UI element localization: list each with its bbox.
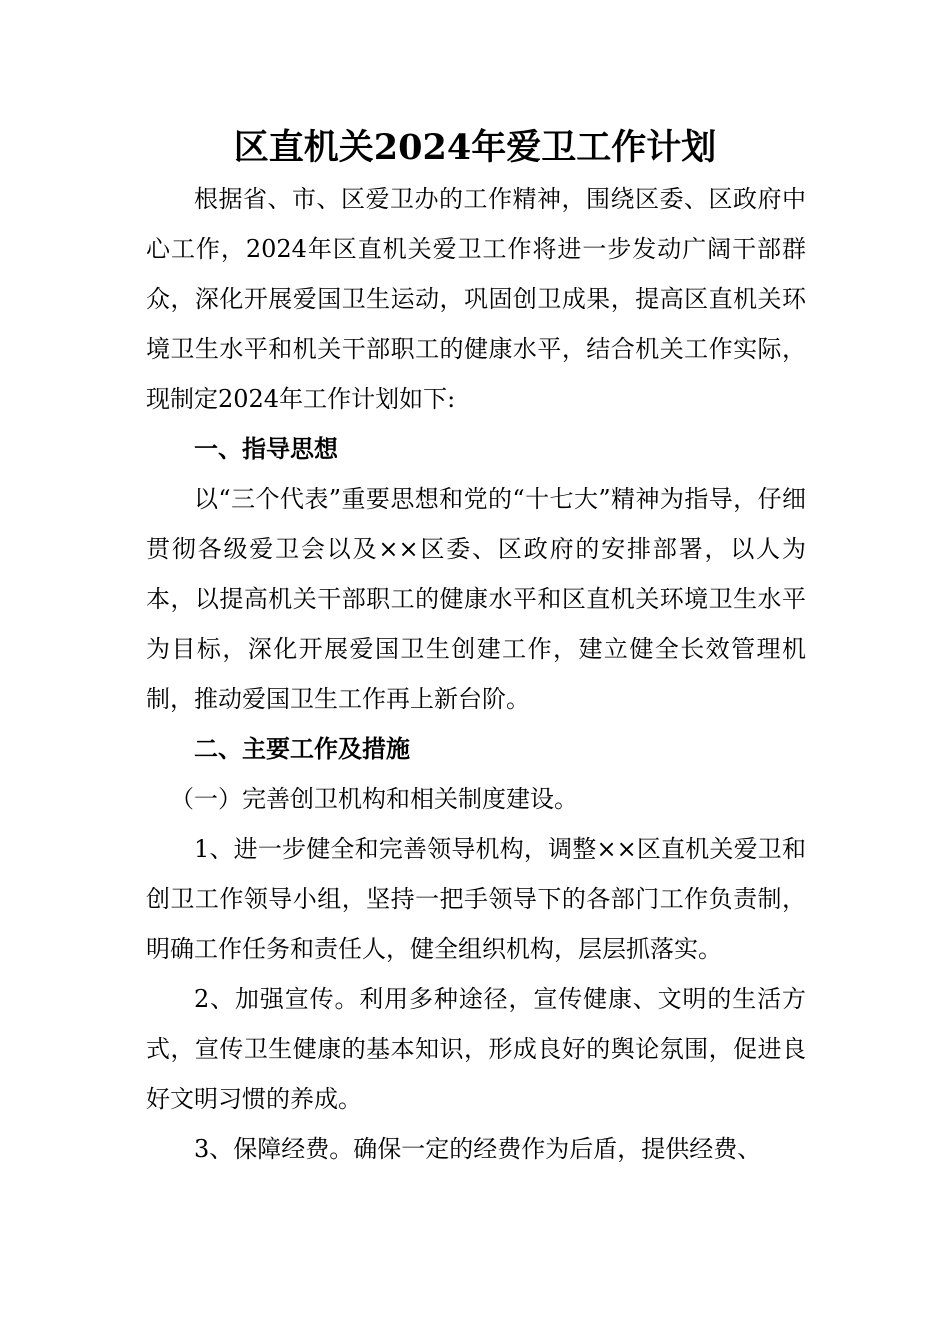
section-heading-guiding-ideology: 一、指导思想: [194, 435, 338, 463]
document-body: [146, 174, 806, 1174]
list-item-funding: 3、保障经费。确保一定的经费作为后盾，提供经费、: [194, 1135, 762, 1163]
subsection-heading-institutions: （一）完善创卫机构和相关制度建设。: [170, 785, 578, 813]
list-item-leadership: 1、进一步健全和完善领导机构，调整××区直机关爱卫和创卫工作领导小组，坚持一把手领导下的各部门工作负责制，明确工作任务和责任人，健全组织机构，层层抓落实。: [146, 835, 806, 963]
intro-paragraph: 根据省、市、区爱卫办的工作精神，围绕区委、区政府中心工作，2024年区直机关爱卫工作将进一步发动广阔干部群众，深化开展爱国卫生运动，巩固创卫成果，提高区直机关环境卫生水平和机关干部职工的健康水平，结合机关工作实际，现制定2024年工作计划如下:: [146, 185, 806, 413]
section-heading-main-work: 二、主要工作及措施: [194, 735, 410, 763]
list-item-publicity: 2、加强宣传。利用多种途径，宣传健康、文明的生活方式，宣传卫生健康的基本知识，形成良好的舆论氛围，促进良好文明习惯的养成。: [146, 985, 806, 1113]
guiding-ideology-paragraph: 以“三个代表”重要思想和党的“十七大”精神为指导，仔细贯彻各级爱卫会以及××区委、区政府的安排部署，以人为本，以提高机关干部职工的健康水平和区直机关环境卫生水平为目标，深化开展爱国卫生创建工作，建立健全长效管理机制，推动爱国卫生工作再上新台阶。: [146, 485, 806, 713]
document-title: 区直机关2024年爱卫工作计划: [233, 127, 717, 168]
